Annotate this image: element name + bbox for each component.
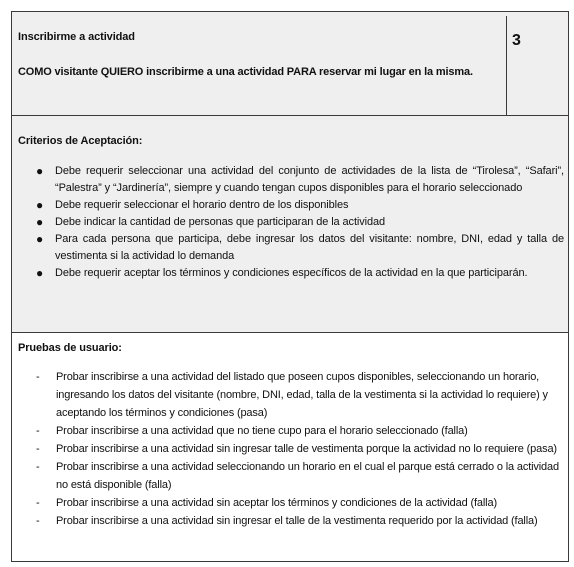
tests-list (36, 368, 566, 530)
dash-icon: - (36, 515, 40, 527)
tests-heading: Pruebas de usuario: (18, 342, 122, 354)
criteria-item-text: Debe requerir seleccionar una actividad del conjunto de actividades de la lista de “Tirolesa”, “Safari”, “Palestra” y “Jardinería”, siempre y cuando tengan cupos disponibles para el horario seleccionado (55, 165, 564, 194)
test-item-text: Probar inscribirse a una actividad del listado que poseen cupos disponibles, seleccionando un horario, ingresando los datos del visitante (nombre, DNI, edad, talla de la vestimenta si la actividad lo requiere) y aceptando los términos y condiciones (pasa) (56, 371, 548, 419)
test-item-text: Probar inscribirse a una actividad sin ingresar talle de vestimenta porque la actividad no lo requiere (pasa) (56, 443, 557, 455)
criteria-item (36, 163, 564, 197)
bullet-icon: ● (36, 198, 44, 212)
test-item-text: Probar inscribirse a una actividad que no tiene cupo para el horario seleccionado (falla) (56, 425, 468, 437)
criteria-item (36, 265, 564, 282)
test-item (36, 368, 566, 422)
test-item-text: Probar inscribirse a una actividad sin aceptar los términos y condiciones de la actividad (falla) (56, 497, 497, 509)
dash-icon: - (36, 497, 40, 509)
test-item (36, 512, 566, 530)
criteria-divider (12, 332, 568, 333)
criteria-item-text: Debe requerir seleccionar el horario dentro de los disponibles (55, 199, 349, 211)
test-item (36, 458, 566, 494)
dash-icon: - (36, 425, 40, 437)
test-item (36, 494, 566, 512)
story-header (12, 12, 568, 115)
criteria-item (36, 214, 564, 231)
test-item (36, 440, 566, 458)
user-story-card (11, 11, 569, 562)
criteria-item-text: Para cada persona que participa, debe ingresar los datos del visitante: nombre, DNI, edad y talla de vestimenta si la actividad lo demanda (55, 233, 564, 262)
bullet-icon: ● (36, 232, 44, 246)
story-title: Inscribirme a actividad (18, 31, 135, 43)
criteria-item-text: Debe indicar la cantidad de personas que participaran de la actividad (55, 216, 386, 228)
bullet-icon: ● (36, 164, 44, 178)
dash-icon: - (36, 461, 40, 473)
criteria-list (36, 163, 564, 282)
criteria-item (36, 197, 564, 214)
dash-icon: - (36, 371, 40, 383)
test-item (36, 422, 566, 440)
story-description: COMO visitante QUIERO inscribirme a una actividad PARA reservar mi lugar en la misma. (18, 66, 473, 78)
criteria-item (36, 231, 564, 265)
test-item-text: Probar inscribirse a una actividad sin ingresar el talle de la vestimenta requerido por la actividad (falla) (56, 515, 538, 527)
dash-icon: - (36, 443, 40, 455)
criteria-item-text: Debe requerir aceptar los términos y condiciones específicos de la actividad en la que participarán. (55, 267, 528, 279)
bullet-icon: ● (36, 266, 44, 280)
test-item-text: Probar inscribirse a una actividad seleccionando un horario en el cual el parque está cerrado o la actividad no está disponible (falla) (56, 461, 559, 491)
story-points: 3 (512, 32, 521, 49)
header-column-divider (506, 16, 507, 115)
criteria-heading: Criterios de Aceptación: (18, 135, 143, 147)
bullet-icon: ● (36, 215, 44, 229)
